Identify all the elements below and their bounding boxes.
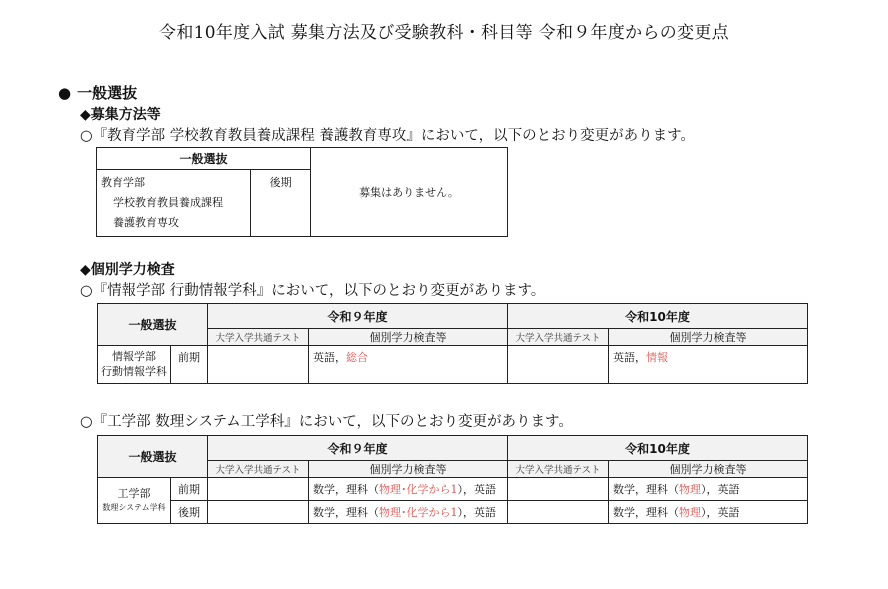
next-individual-cell <box>609 478 808 501</box>
section-heading-text: 一般選抜 <box>77 84 138 102</box>
col-common-test: 大学入学共通テスト <box>208 329 309 346</box>
subject-text: 数学，理科（ <box>613 483 679 496</box>
col-individual-exam: 個別学力検査等 <box>609 329 808 346</box>
prev-individual-cell <box>309 501 508 524</box>
faculty-name: 教育学部 <box>101 176 145 189</box>
next-common-cell <box>508 346 609 384</box>
prev-common-cell <box>208 346 309 384</box>
subject-text: ），英語 <box>457 483 496 496</box>
recruitment-table <box>96 147 508 237</box>
engineering-change-table <box>97 435 808 524</box>
recruitment-content: 募集はありません。 <box>311 148 508 237</box>
faculty-name: 情報学部 <box>112 350 156 363</box>
informatics-change-table <box>97 303 808 384</box>
year-prev-header: 令和９年度 <box>208 304 508 329</box>
recruitment-term: 後期 <box>251 170 311 237</box>
next-individual-cell <box>609 501 808 524</box>
table-row <box>98 346 808 384</box>
department-name: 行動情報学科 <box>101 365 167 378</box>
corner-header: 一般選抜 <box>98 304 208 346</box>
col-common-test: 大学入学共通テスト <box>208 461 309 478</box>
table-row <box>98 478 808 501</box>
year-prev-header: 令和９年度 <box>208 436 508 461</box>
year-next-header: 令和10年度 <box>508 304 808 329</box>
faculty-name: 工学部 <box>117 486 151 500</box>
prev-individual-cell <box>309 478 508 501</box>
page-title: 令和10年度入試 募集方法及び受験教科・科目等 令和９年度からの変更点 <box>159 23 729 43</box>
subject-text: ），英語 <box>701 506 740 519</box>
changed-subject-text: 物理 <box>679 483 701 496</box>
subject-text: ），英語 <box>457 506 496 519</box>
changed-subject-text: 情報 <box>646 351 668 364</box>
next-individual-cell <box>609 346 808 384</box>
note-education-faculty: ○『教育学部 学校教育教員養成課程 養護教育専攻』において，以下のとおり変更があります。 <box>80 128 695 144</box>
subject-text: 数学，理科（ <box>313 483 379 496</box>
table-row <box>98 501 808 524</box>
subject-text: 数学，理科（ <box>613 506 679 519</box>
term-cell: 後期 <box>171 501 208 524</box>
col-individual-exam: 個別学力検査等 <box>609 461 808 478</box>
department-name: 数理システム学科 <box>102 502 166 512</box>
diamond-icon: ◆ <box>80 107 91 123</box>
col-common-test: 大学入学共通テスト <box>508 329 609 346</box>
faculty-cell <box>98 478 171 524</box>
major-name: 養護教育専攻 <box>113 216 179 229</box>
section-heading-general-selection <box>58 82 137 103</box>
changed-subject-text: 物理･化学から1 <box>379 506 458 519</box>
subject-text: 英語， <box>613 351 646 364</box>
recruitment-table-header: 一般選抜 <box>97 148 311 170</box>
prev-common-cell <box>208 501 309 524</box>
corner-header: 一般選抜 <box>98 436 208 478</box>
year-next-header: 令和10年度 <box>508 436 808 461</box>
changed-subject-text: 物理･化学から1 <box>379 483 458 496</box>
course-name: 学校教育教員養成課程 <box>113 196 223 209</box>
changed-subject-text: 物理 <box>679 506 701 519</box>
note-engineering-faculty: ○『工学部 数理システム工学科』において，以下のとおり変更があります。 <box>80 414 573 430</box>
subheading-text: 個別学力検査 <box>90 262 175 278</box>
faculty-cell <box>98 346 171 384</box>
col-individual-exam: 個別学力検査等 <box>309 461 508 478</box>
subject-text: ），英語 <box>701 483 740 496</box>
prev-individual-cell <box>309 346 508 384</box>
next-common-cell <box>508 501 609 524</box>
term-cell: 前期 <box>171 478 208 501</box>
term-cell: 前期 <box>171 346 208 384</box>
subject-text: 英語， <box>313 351 346 364</box>
subheading-individual-exam <box>80 259 175 279</box>
subheading-text: 募集方法等 <box>90 107 161 123</box>
prev-common-cell <box>208 478 309 501</box>
col-individual-exam: 個別学力検査等 <box>309 329 508 346</box>
col-common-test: 大学入学共通テスト <box>508 461 609 478</box>
next-common-cell <box>508 478 609 501</box>
bullet-icon: ● <box>58 84 72 102</box>
subject-text: 数学，理科（ <box>313 506 379 519</box>
note-informatics-faculty: ○『情報学部 行動情報学科』において，以下のとおり変更があります。 <box>80 283 546 299</box>
changed-subject-text: 総合 <box>346 351 368 364</box>
diamond-icon: ◆ <box>80 262 91 278</box>
recruitment-faculty-cell <box>97 170 251 237</box>
subheading-recruitment-method <box>80 104 161 124</box>
